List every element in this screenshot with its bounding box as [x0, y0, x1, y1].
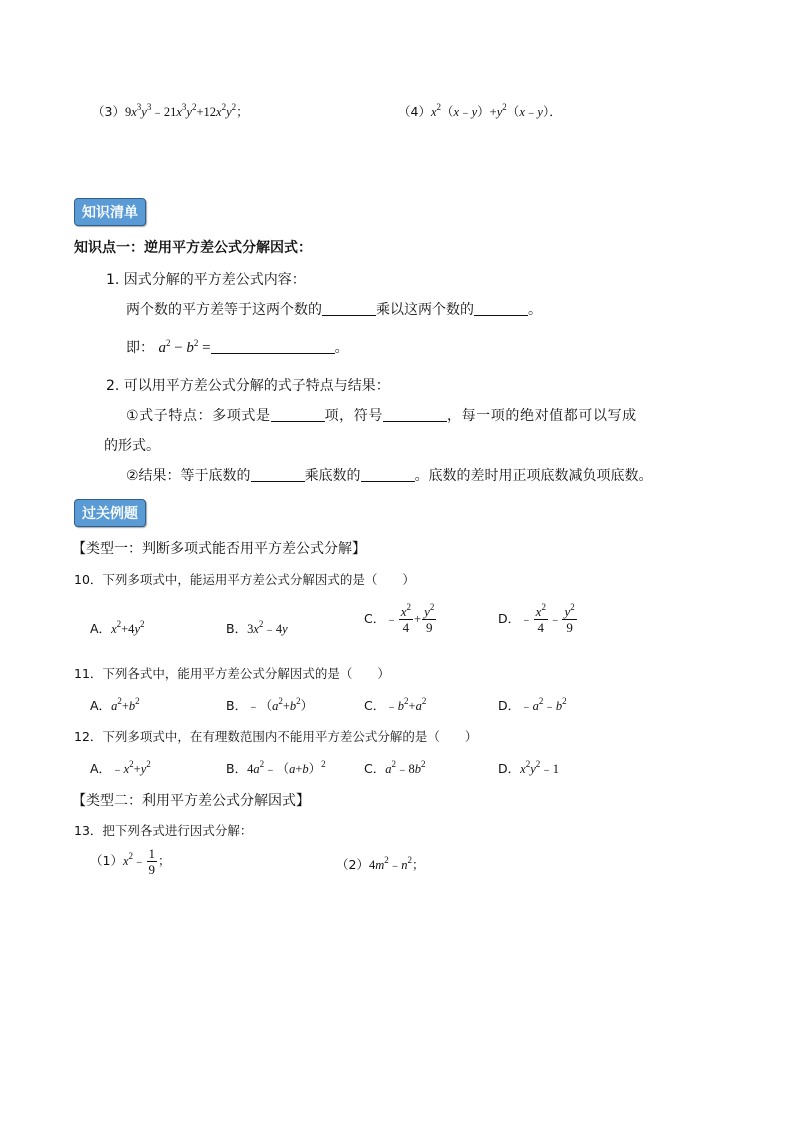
knowledge-badge: 知识清单	[74, 198, 146, 226]
math-expression: $a^2+b^2$	[111, 696, 140, 713]
math-expression: $x^2y^2﹣1$	[520, 759, 560, 776]
fill-blank[interactable]	[211, 339, 335, 354]
question-13: 13．把下列各式进行因式分解：	[74, 823, 253, 838]
question-12: 12．下列多项式中，在有理数范围内不能用平方差公式分解的是（ ）	[74, 729, 478, 744]
q12-option-d[interactable]: D．$x^2y^2﹣1$	[498, 759, 560, 776]
fraction: $\frac{1}{9}$	[148, 846, 156, 877]
q13-item-1: $(1)x^2﹣$ $\frac{1}{9}$ ；	[90, 846, 171, 877]
q11-option-c[interactable]: C．$﹣b^2+a^2$	[364, 696, 427, 713]
math-expression: $x^2+4y^2$	[111, 619, 145, 636]
knowledge-point-title: 知识点一：逆用平方差公式分解因式：	[74, 240, 312, 256]
knowledge-item-2-line-1: ①式子特点：多项式是 项，符号 ，每一项的绝对值都可以写成	[126, 408, 637, 424]
q12-option-a[interactable]: A．$﹣x^2+y^2$	[90, 759, 151, 776]
fill-blank[interactable]	[361, 467, 415, 482]
q10-option-d[interactable]: D．﹣ $\frac{x^2}{4}$ ﹣ $\frac{y^2}{9}$	[498, 602, 575, 635]
item-label: （4）	[398, 104, 431, 119]
knowledge-item-2-line-2: 的形式。	[104, 438, 160, 454]
knowledge-item-1-line-1: 两个数的平方差等于这两个数的 乘以这两个数的 。	[126, 302, 542, 318]
q10-option-b[interactable]: B．$3x^2﹣4y$	[226, 619, 288, 636]
q10-option-c[interactable]: C．﹣ $\frac{x^2}{4}$ + $\frac{y^2}{9}$	[364, 602, 435, 635]
top-item-3	[92, 103, 249, 121]
math-expression: $﹣(a^2+b^2)$	[247, 696, 314, 713]
fraction: $\frac{x^2}{4}$	[400, 602, 412, 635]
knowledge-item-2-line-3: ②结果：等于底数的 乘底数的 。底数的差时用正项底数减负项底数。	[126, 468, 653, 484]
q12-option-b[interactable]: B．$4a^2﹣(a+b)^2$	[226, 759, 326, 776]
type-2-heading: 【类型二：利用平方差公式分解因式】	[72, 793, 310, 809]
fill-blank[interactable]	[474, 301, 528, 316]
examples-badge: 过关例题	[74, 499, 146, 527]
type-1-heading: 【类型一：判断多项式能否用平方差公式分解】	[72, 541, 366, 557]
math-expression: $﹣a^2﹣b^2$	[520, 696, 567, 713]
math-expression: $a^2 - b^2$ =	[158, 338, 211, 356]
math-expression: $﹣b^2+a^2$	[385, 696, 427, 713]
question-11: 11．下列各式中，能用平方差公式分解因式的是（ ）	[74, 666, 390, 681]
fraction: $\frac{x^2}{4}$	[535, 602, 546, 635]
math-expression: $4m^2﹣n^2$；	[368, 855, 425, 872]
q11-option-a[interactable]: A．$a^2+b^2$	[90, 696, 140, 713]
q10-option-a[interactable]: A．$x^2+4y^2$	[90, 619, 145, 636]
math-expression: $9x^3y^3﹣21x^3y^2+12x^2y^2$；	[124, 102, 249, 119]
fraction: $\frac{y^2}{9}$	[424, 602, 435, 635]
top-item-4	[398, 103, 562, 121]
q13-item-2: $(2)4m^2﹣n^2$；	[336, 855, 425, 872]
fill-blank[interactable]	[322, 301, 376, 316]
question-10: 10．下列多项式中，能运用平方差公式分解因式的是（ ）	[74, 572, 415, 587]
math-expression: $4a^2﹣(a+b)^2$	[247, 759, 326, 776]
fraction: $\frac{y^2}{9}$	[564, 602, 575, 635]
math-expression: $a^2﹣8b^2$	[385, 759, 426, 776]
math-expression: $x^2﹣$	[122, 851, 146, 868]
math-expression: $3x^2﹣4y$	[247, 619, 288, 636]
knowledge-item-1-title: 1. 因式分解的平方差公式内容：	[106, 272, 306, 288]
fill-blank[interactable]	[383, 407, 447, 422]
knowledge-item-1-line-2: 即： $a^2 - b^2$ = 。	[126, 338, 349, 356]
q11-option-b[interactable]: B．$﹣(a^2+b^2)$	[226, 696, 314, 713]
math-expression: $x^2(x﹣y)+y^2(x﹣y)$．	[430, 102, 562, 119]
q12-option-c[interactable]: C．$a^2﹣8b^2$	[364, 759, 426, 776]
math-expression: $﹣x^2+y^2$	[111, 759, 151, 776]
fill-blank[interactable]	[251, 467, 305, 482]
q11-option-d[interactable]: D．$﹣a^2﹣b^2$	[498, 696, 567, 713]
fill-blank[interactable]	[271, 407, 325, 422]
item-label: （3）	[92, 104, 125, 119]
knowledge-item-2-title: 2. 可以用平方差公式分解的式子特点与结果：	[106, 378, 390, 394]
